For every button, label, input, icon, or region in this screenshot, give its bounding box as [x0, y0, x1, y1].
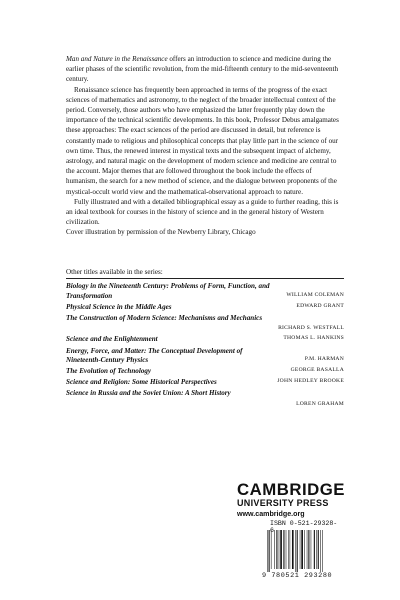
barcode-number: 9 780521 293280 — [262, 572, 333, 580]
series-title: Biology in the Nineteenth Century: Problems of Form, Function, and Transformation — [66, 282, 270, 300]
series-title: Science and Religion: Some Historical Perspectives — [66, 378, 217, 387]
series-title-entry — [66, 347, 344, 366]
series-title: The Evolution of Technology — [66, 367, 152, 376]
series-title-entry — [66, 314, 344, 334]
series-heading: Other titles available in the series: — [66, 268, 163, 276]
series-author: WILLIAM COLEMAN — [286, 291, 344, 298]
divider — [66, 278, 344, 279]
description-paragraph-3: Fully illustrated and with a detailed bibliographical essay as a guide to further reading, this is an ideal textbook for courses in the history of science and in the general history of Western civilization. — [66, 197, 339, 227]
publisher-logo — [237, 482, 345, 520]
publisher-website: www.cambridge.org — [237, 510, 305, 518]
series-author: RICHARD S. WESTFALL — [278, 325, 344, 332]
series-title-list — [66, 282, 344, 411]
series-title: The Construction of Modern Science: Mechanisms and Mechanics — [66, 313, 263, 322]
description-paragraph-2: Renaissance science has frequently been approached in terms of the progress of the exact sciences of mathematics and astronomy, to the neglect of the broader intellectual context of the period. Conversely, those authors who have emphasized the latter frequently play down the importance of the technical scientific developments. In this book, Professor Debus amalgamates these approaches: The exact sciences of the period are discussed in detail, but reference is constantly made to religious and philosophical concepts that play little part in the science of our own time. Thus, the renewed interest in mystical texts and the subsequent impact of alchemy, astrology, and natural magic on the development of modern science and medicine are central to the account. Major themes that are followed throughout the book include the effects of humanism, the search for a new method of science, and the dialogue between proponents of the mystical-occult world view and the mathematical-observational approach to nature. — [66, 85, 339, 196]
series-title-entry — [66, 367, 344, 377]
series-title: Science and the Enlightenment — [66, 335, 158, 344]
book-description — [66, 54, 344, 238]
publisher-name: CAMBRIDGE — [237, 480, 345, 499]
publisher-subtitle: UNIVERSITY PRESS — [237, 498, 329, 508]
series-title: Energy, Force, and Matter: The Conceptual Development of Nineteenth-Century Physics — [66, 346, 243, 365]
barcode — [266, 530, 346, 572]
series-title-entry — [66, 378, 344, 388]
series-title-entry — [66, 282, 344, 301]
series-title-entry — [66, 389, 344, 409]
series-author: P.M. HARMAN — [304, 356, 344, 363]
series-author: THOMAS L. HANKINS — [283, 335, 344, 342]
series-author: EDWARD GRANT — [296, 302, 344, 309]
book-title: Man and Nature in the Renaissance — [66, 55, 168, 63]
description-paragraph-1: Man and Nature in the Renaissance offers an introduction to science and medicine during the earlier phases of the scientific revolution, from the mid-fifteenth century to the mid-seventeenth century. — [66, 55, 339, 84]
cover-credit: Cover illustration by permission of the Newberry Library, Chicago — [66, 228, 256, 237]
series-title-entry — [66, 335, 344, 345]
series-title-entry — [66, 303, 344, 313]
series-author: JOHN HEDLEY BROOKE — [277, 378, 344, 385]
isbn-label: ISBN 0-521-29328-6 — [270, 520, 338, 534]
series-title: Science in Russia and the Soviet Union: A Short History — [66, 389, 231, 398]
series-author: LOREN GRAHAM — [296, 401, 344, 408]
series-title: Physical Science in the Middle Ages — [66, 302, 172, 311]
series-author: GEORGE BASALLA — [290, 367, 344, 374]
